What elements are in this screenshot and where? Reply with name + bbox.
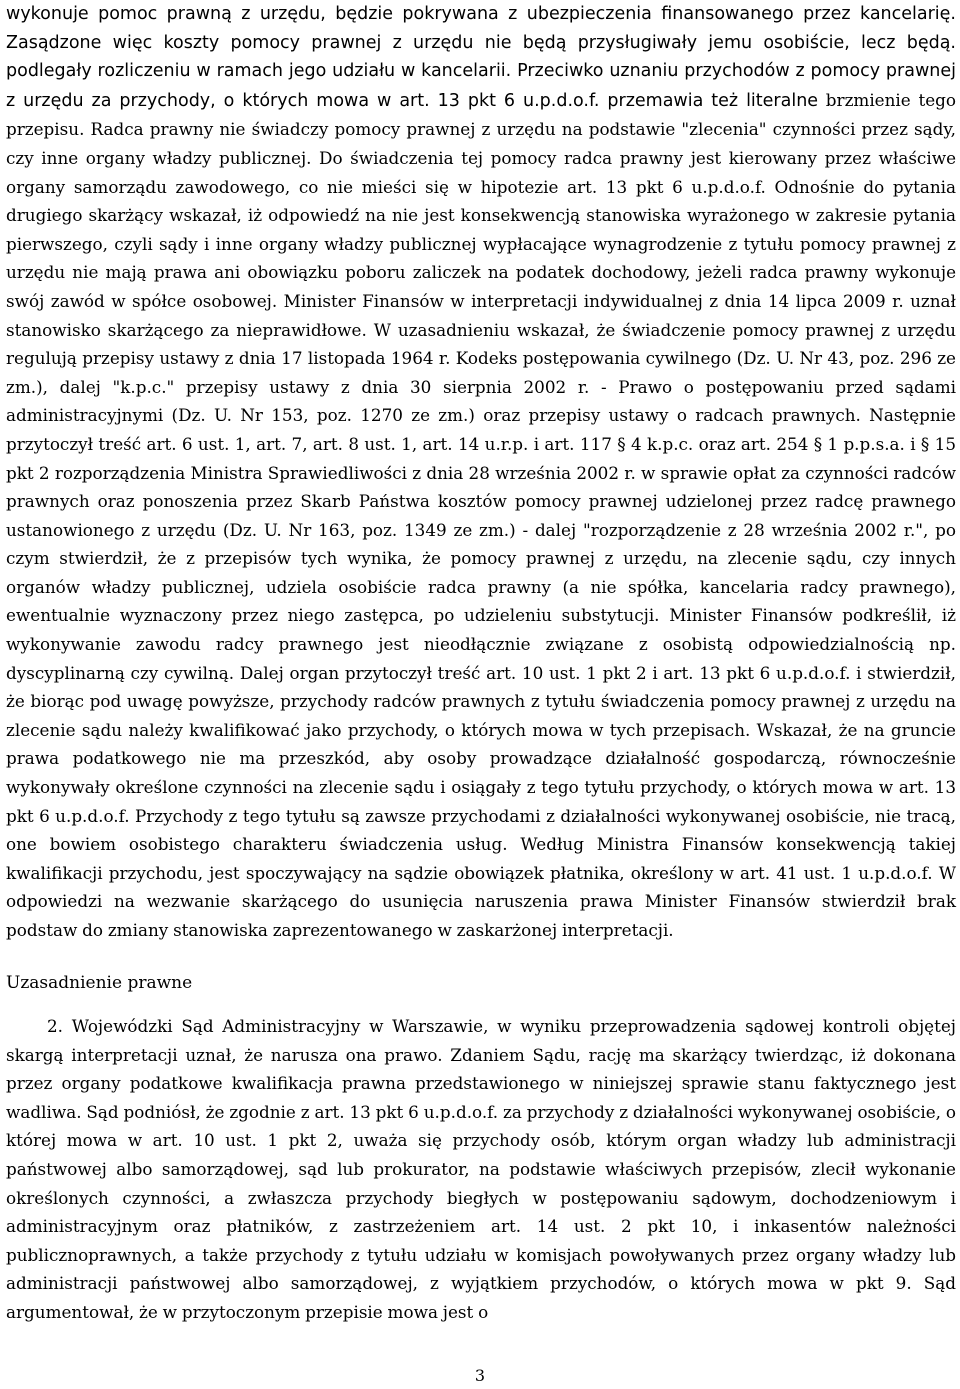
section-heading: Uzasadnienie prawne [6,973,193,993]
paragraph-1-sans-text: wykonuje pomoc prawną z urzędu, będzie pokrywana z ubezpieczenia finansowanego przez kancelarię. Zasądzone więc koszty pomocy prawnej z urzędu nie będą przysługiwały jemu osobiście, lecz będą. podlegały rozliczeniu w ramach jego udziału w kancelarii. Przeciwko uznaniu przychodów z pomocy prawnej z urzędu za przychody, o których mowa w art. 13 pkt 6 u.p.d.o.f. przemawia też literalne [6,4,956,111]
body-paragraph-2: 2. Wojewódzki Sąd Administracyjny w Warszawie, w wyniku przeprowadzenia sądowej kontroli objętej skargą interpretacji uznał, że narusza ona prawo. Zdaniem Sądu, rację ma skarżący twierdząc, iż dokonana przez organy podatkowe kwalifikacja prawna przedstawionego w niniejszej sprawie stanu faktycznego jest wadliwa. Sąd podniósł, że zgodnie z art. 13 pkt 6 u.p.d.o.f. za przychody z działalności wykonywanej osobiście, o której mowa w art. 10 ust. 1 pkt 2, uważa się przychody osób, którym organ władzy lub administracji państwowej albo samorządowej, sąd lub prokurator, na podstawie właściwych przepisów, zlecił wykonanie określonych czynności, a zwłaszcza przychody biegłych w postępowaniu sądowym, dochodzeniowym i administracyjnym oraz płatników, z zastrzeżeniem art. 14 ust. 2 pkt 10, i inkasentów należności publicznoprawnych, a także przychody z tytułu udziału w komisjach powoływanych przez organy władzy lub administracji państwowej albo samorządowej, z wyjątkiem przychodów, o których mowa w pkt 9. Sąd argumentował, że w przytoczonym przepisie mowa jest o [6,1016,956,1322]
page-number: 3 [474,1366,486,1385]
body-paragraph-1 [6,0,956,945]
paragraph-1-serif-text: brzmienie tego przepisu. Radca prawny nie świadczy pomocy prawnej z urzędu na podstawie "zlecenia" czynności przez sądy, czy inne organy władzy publicznej. Do świadczenia tej pomocy radca prawny jest kierowany przez właściwe organy samorządu zawodowego, co nie mieści się w hipotezie art. 13 pkt 6 u.p.d.o.f. Odnośnie do pytania drugiego skarżący wskazał, iż odpowiedź na nie jest konsekwencją stanowiska wyrażonego w zakresie pytania pierwszego, czyli sądy i inne organy władzy publicznej wypłacające wynagrodzenie z tytułu pomocy prawnej z urzędu nie mają prawa ani obowiązku poboru zaliczek na podatek dochodowy, jeżeli radca prawny wykonuje swój zawód w spółce osobowej. Minister Finansów w interpretacji indywidualnej z dnia 14 lipca 2009 r. uznał stanowisko skarżącego za nieprawidłowe. W uzasadnieniu wskazał, że świadczenie pomocy prawnej z urzędu regulują przepisy ustawy z dnia 17 listopada 1964 r. Kodeks postępowania cywilnego (Dz. U. Nr 43, poz. 296 ze zm.), dalej "k.p.c." przepisy ustawy z dnia 30 sierpnia 2002 r. - Prawo o postępowaniu przed sądami administracyjnymi (Dz. U. Nr 153, poz. 1270 ze zm.) oraz przepisy ustawy o radcach prawnych. Następnie przytoczył treść art. 6 ust. 1, art. 7, art. 8 ust. 1, art. 14 u.r.p. i art. 117 § 4 k.p.c. oraz art. 254 § 1 p.p.s.a. i § 15 pkt 2 rozporządzenia Ministra Sprawiedliwości z dnia 28 września 2002 r. w sprawie opłat za czynności radców prawnych oraz ponoszenia przez Skarb Państwa kosztów pomocy prawnej udzielonej przez radcę prawnego ustanowionego z urzędu (Dz. U. Nr 163, poz. 1349 ze zm.) - dalej "rozporządzenie z 28 września 2002 r.", po czym stwierdził, że z przepisów tych wynika, że pomocy prawnej z urzędu, na zlecenie sądu, czy innych organów władzy publicznej, udziela osobiście radca prawny (a nie spółka, kancelaria radcy prawnego), ewentualnie wyznaczony przez niego zastępca, po udzieleniu substytucji. Minister Finansów podkreślił, iż wykonywanie zawodu radcy prawnego jest nieodłącznie związane z osobistą odpowiedzialnością np. dyscyplinarną czy cywilną. Dalej organ przytoczył treść art. 10 ust. 1 pkt 2 i art. 13 pkt 6 u.p.d.o.f. i stwierdził, że biorąc pod uwagę powyższe, przychody radców prawnych z tytułu świadczenia pomocy prawnej z urzędu na zlecenie sądu należy kwalifikować jako przychody, o których mowa w tych przepisach. Wskazał, że na gruncie prawa podatkowego nie ma przeszkód, aby osoby prowadzące działalność gospodarczą, równocześnie wykonywały określone czynności na zlecenie sądu i osiągały z tego tytułu przychody, o których mowa w art. 13 pkt 6 u.p.d.o.f. Przychody z tego tytułu są zawsze przychodami z działalności wykonywanej osobiście, nie tracą, one bowiem osobistego charakteru świadczenia usług. Według Ministra Finansów konsekwencją takiej kwalifikacji przychodu, jest spoczywający na sądzie obowiązek płatnika, określony w art. 41 ust. 1 u.p.d.o.f. W odpowiedzi na wezwanie skarżącego do usunięcia naruszenia prawa Minister Finansów stwierdził brak podstaw do zmiany stanowiska zaprezentowanego w zaskarżonej interpretacji. [6,89,956,940]
